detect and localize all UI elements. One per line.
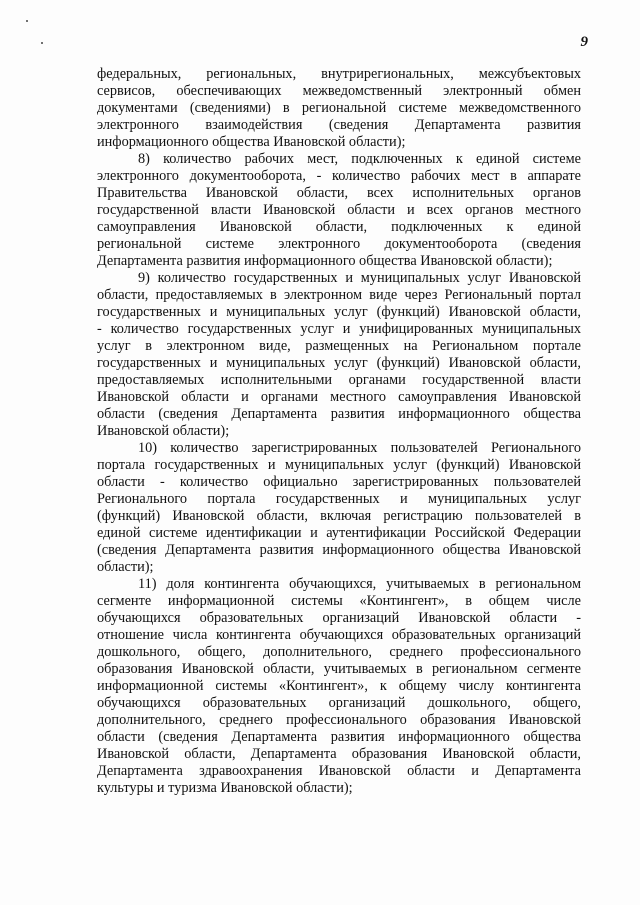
text-line: единой системе идентификации и аутентификации Российской Федерации [97,525,581,541]
text-line: культуры и туризма Ивановской области); [97,780,353,796]
text-line: государственных и муниципальных услуг (функций) Ивановской области, [97,304,581,320]
text-line: 10) количество зарегистрированных пользователей Регионального [138,440,581,456]
text-line: (функций) Ивановской области, включая регистрацию пользователей в [97,508,581,524]
text-line: сервисов, обеспечивающих межведомственный электронный обмен [97,83,581,99]
text-line: области (сведения Департамента развития информационного общества [97,406,581,422]
text-line: Правительства Ивановской области, всех исполнительных органов [97,185,581,201]
text-line: области - количество официально зарегистрированных пользователей [97,474,581,490]
text-line: Департамента развития информационного общества Ивановской области); [97,253,553,269]
text-line: Ивановской области и органами местного самоуправления Ивановской [97,389,581,405]
text-line: электронного взаимодействия (сведения Департамента развития [97,117,581,133]
text-line: обучающихся образовательных организаций дошкольного, общего, [97,695,581,711]
scan-speck [26,20,28,22]
text-line: дошкольного, общего, дополнительного, среднего профессионального [97,644,581,660]
text-line: предоставляемых исполнительными органами государственной власти [97,372,581,388]
text-line: документами (сведениями) в региональной системе межведомственного [97,100,581,116]
text-line: - количество государственных услуг и унифицированных муниципальных [97,321,581,337]
text-line: электронного документооборота, - количество рабочих мест в аппарате [97,168,581,184]
text-line: 8) количество рабочих мест, подключенных к единой системе [138,151,581,167]
text-line: отношение числа контингента обучающихся образовательных организаций [97,627,581,643]
text-line: Ивановской области); [97,423,230,439]
text-line: Ивановской области, Департамента образования Ивановской области, [97,746,581,762]
document-body [97,66,581,797]
scan-speck [41,42,43,44]
text-line: информационного общества Ивановской области); [97,134,406,150]
text-line: информационной системы «Контингент», к общему числу контингента [97,678,581,694]
text-line: области, предоставляемых в электронном виде через Региональный портал [97,287,581,303]
text-line: услуг в электронном виде, размещенных на Региональном портале [97,338,581,354]
text-line: обучающихся образовательных организаций Ивановской области - [97,610,581,626]
page-number: 9 [580,34,588,50]
text-line: государственных и муниципальных услуг (функций) Ивановской области, [97,355,581,371]
text-line: 9) количество государственных и муниципальных услуг Ивановской [138,270,581,286]
text-line: региональной системе электронного документооборота (сведения [97,236,581,252]
text-line: федеральных, региональных, внутрирегиональных, межсубъектовых [97,66,581,82]
text-line: Департамента здравоохранения Ивановской области и Департамента [97,763,581,779]
text-line: области); [97,559,154,575]
text-line: самоуправления Ивановской области, подключенных к единой [97,219,581,235]
text-line: 11) доля контингента обучающихся, учитываемых в региональном [138,576,581,592]
text-line: образования Ивановской области, учитываемых в региональном сегменте [97,661,581,677]
text-line: дополнительного, среднего профессионального образования Ивановской [97,712,581,728]
text-line: Регионального портала государственных и муниципальных услуг [97,491,581,507]
text-line: государственной власти Ивановской области и всех органов местного [97,202,581,218]
text-line: области (сведения Департамента развития информационного общества [97,729,581,745]
text-line: портала государственных и муниципальных услуг (функций) Ивановской [97,457,581,473]
text-line: сегменте информационной системы «Контингент», в общем числе [97,593,581,609]
text-line: (сведения Департамента развития информационного общества Ивановской [97,542,581,558]
